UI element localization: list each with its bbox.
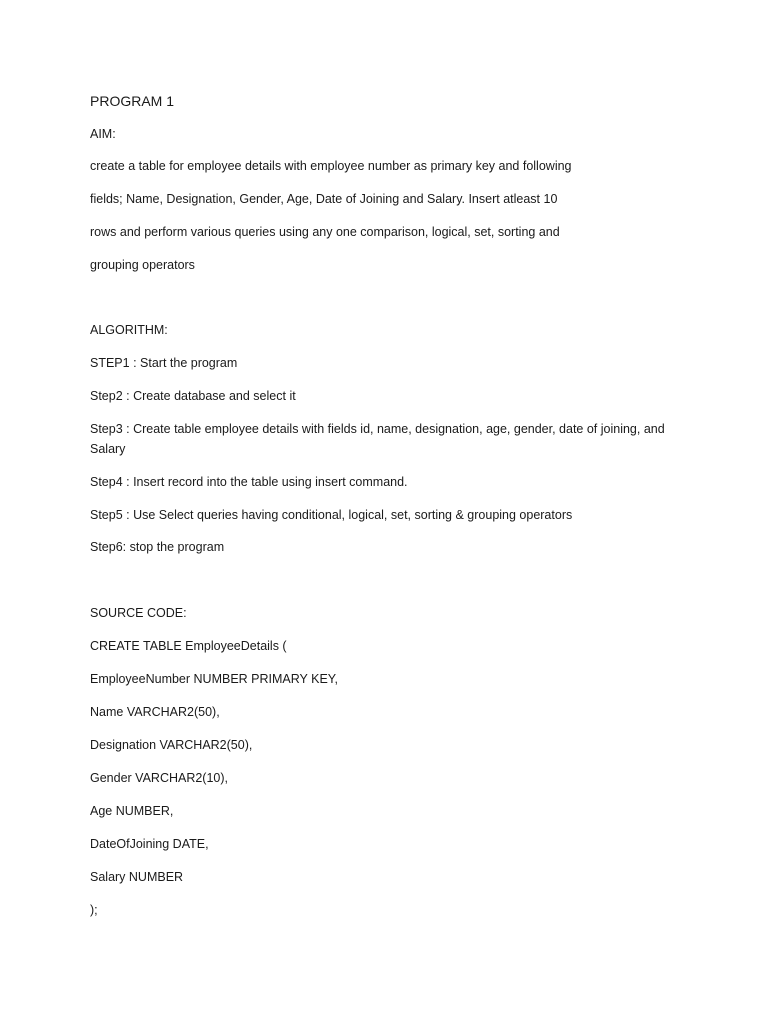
- algorithm-step-2: Step2 : Create database and select it: [90, 389, 296, 403]
- algorithm-step-4: Step4 : Insert record into the table using insert command.: [90, 475, 408, 489]
- algorithm-step-5: Step5 : Use Select queries having conditional, logical, set, sorting & grouping operators: [90, 508, 573, 522]
- code-line-1: CREATE TABLE EmployeeDetails (: [90, 639, 287, 653]
- aim-line-4: grouping operators: [90, 258, 195, 272]
- algorithm-heading: ALGORITHM:: [90, 323, 168, 337]
- source-code-heading: SOURCE CODE:: [90, 606, 187, 620]
- program-title: PROGRAM 1: [90, 93, 175, 109]
- code-line-8: Salary NUMBER: [90, 870, 184, 884]
- aim-heading: AIM:: [90, 127, 116, 141]
- code-line-9: );: [90, 903, 98, 917]
- code-line-3: Name VARCHAR2(50),: [90, 705, 220, 719]
- algorithm-step-6: Step6: stop the program: [90, 540, 225, 554]
- code-line-4: Designation VARCHAR2(50),: [90, 738, 253, 752]
- aim-line-1: create a table for employee details with employee number as primary key and following: [90, 159, 572, 173]
- algorithm-step-1: STEP1 : Start the program: [90, 356, 238, 370]
- code-line-7: DateOfJoining DATE,: [90, 837, 209, 851]
- code-line-2: EmployeeNumber NUMBER PRIMARY KEY,: [90, 672, 339, 686]
- aim-line-3: rows and perform various queries using any one comparison, logical, set, sorting and: [90, 225, 560, 239]
- aim-line-2: fields; Name, Designation, Gender, Age, Date of Joining and Salary. Insert atleast 10: [90, 192, 558, 206]
- code-line-6: Age NUMBER,: [90, 804, 174, 818]
- algorithm-step-3: Step3 : Create table employee details with fields id, name, designation, age, gender, date of joining, and Salary: [90, 422, 665, 456]
- code-line-5: Gender VARCHAR2(10),: [90, 771, 229, 785]
